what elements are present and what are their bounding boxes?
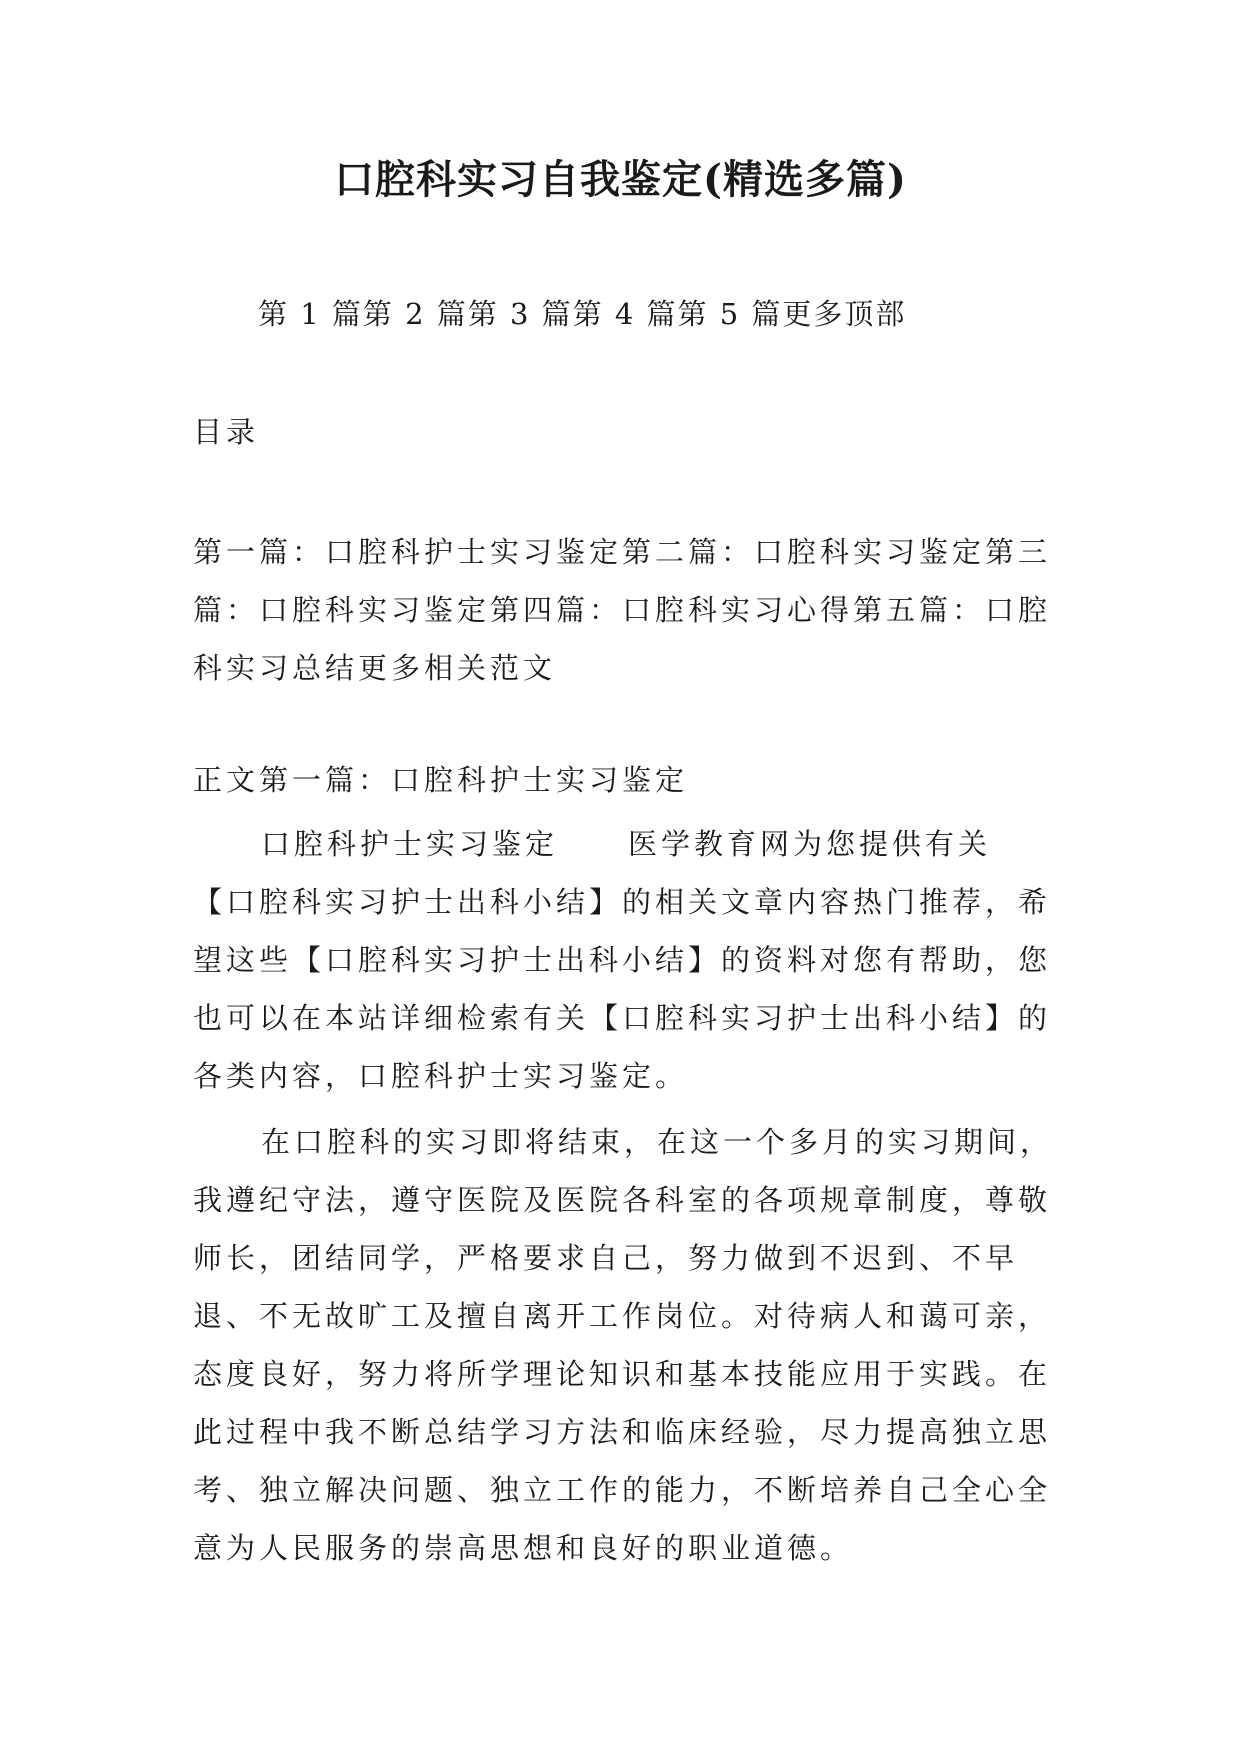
toc-text: 第一篇：口腔科护士实习鉴定第二篇：口腔科实习鉴定第三篇：口腔科实习鉴定第四篇：口腔科实习心得第五篇：口腔科实习总结更多相关范文 — [193, 535, 1052, 685]
document-title: 口腔科实习自我鉴定(精选多篇) — [334, 156, 907, 203]
body-heading: 正文第一篇：口腔科护士实习鉴定 — [193, 763, 689, 797]
paragraph-2: 在口腔科的实习即将结束，在这一个多月的实习期间，我遵纪守法，遵守医院及医院各科室的各项规章制度，尊敬师长，团结同学，严格要求自己，努力做到不迟到、不早退、不无故旷工及擅自离开工作岗位。对待病人和蔼可亲，态度良好，努力将所学理论知识和基本技能应用于实践。在此过程中我不断总结学习方法和临床经验，尽力提高独立思考、独立解决问题、独立工作的能力，不断培养自己全心全意为人民服务的崇高思想和良好的职业道德。 — [193, 1125, 1054, 1565]
paragraph-1-text: 医学教育网为您提供有关【口腔科实习护士出科小结】的相关文章内容热门推荐，希望这些【口腔科实习护士出科小结】的资料对您有帮助，您也可以在本站详细检索有关【口腔科实习护士出科小结】的各类内容，口腔科护士实习鉴定。 — [193, 827, 1052, 1093]
section-nav-line: 第 1 篇第 2 篇第 3 篇第 4 篇第 5 篇更多顶部 — [258, 297, 907, 331]
toc-label: 目录 — [193, 415, 260, 449]
paragraph-1 — [193, 815, 1053, 1105]
paragraph-1-lead: 口腔科护士实习鉴定 — [261, 827, 559, 861]
